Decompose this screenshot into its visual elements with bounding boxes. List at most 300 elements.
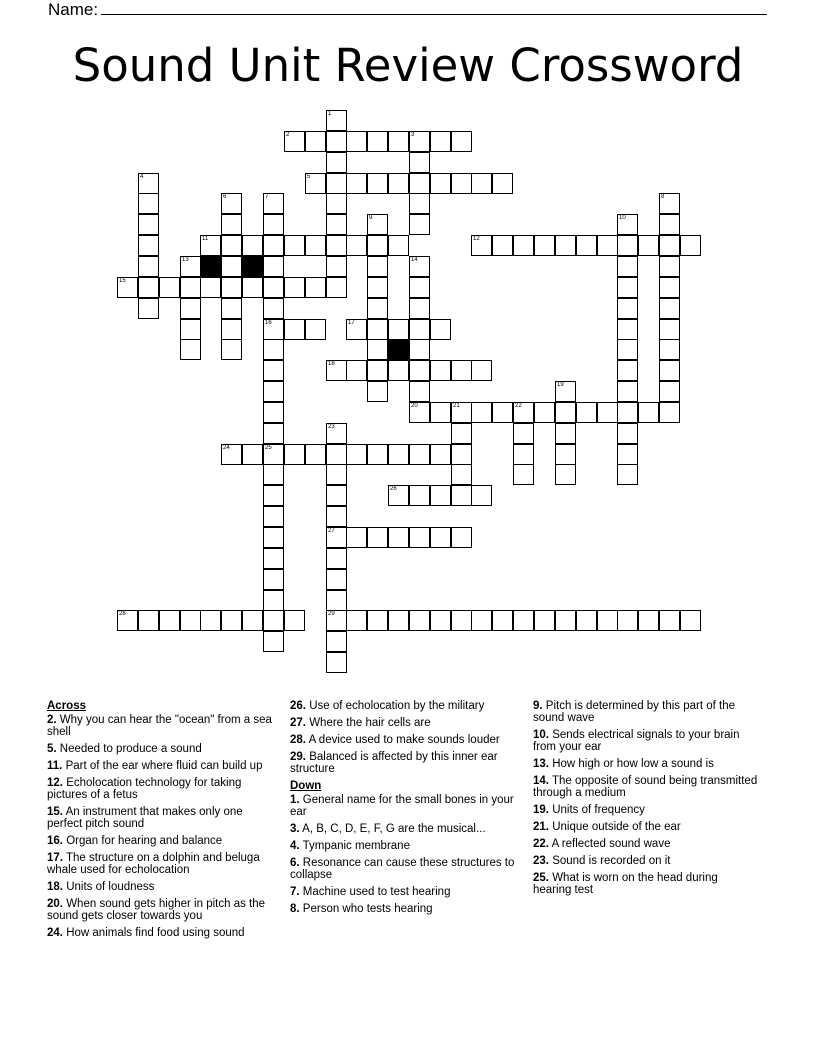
crossword-cell[interactable] xyxy=(659,381,680,402)
crossword-cell[interactable] xyxy=(451,485,472,506)
crossword-cell[interactable] xyxy=(451,610,472,631)
clue-text: Sends electrical signals to your brain from your ear xyxy=(533,729,740,753)
clue-text: How animals find food using sound xyxy=(66,927,245,939)
crossword-cell[interactable] xyxy=(242,235,263,256)
crossword-cell[interactable] xyxy=(638,235,659,256)
crossword-cell[interactable] xyxy=(409,610,430,631)
crossword-cell[interactable] xyxy=(430,131,451,152)
crossword-cell[interactable] xyxy=(659,610,680,631)
clue-number: 25. xyxy=(533,872,549,884)
crossword-cell[interactable] xyxy=(576,402,597,423)
crossword-cell[interactable] xyxy=(409,444,430,465)
crossword-cell[interactable] xyxy=(409,193,430,214)
clue-text: Use of echolocation by the military xyxy=(309,700,485,712)
crossword-cell[interactable] xyxy=(534,235,555,256)
crossword-cell[interactable] xyxy=(367,381,388,402)
clues-column-3 xyxy=(533,700,758,901)
crossword-cell[interactable] xyxy=(471,610,492,631)
crossword-cell[interactable] xyxy=(513,423,534,444)
crossword-cell[interactable] xyxy=(617,214,638,235)
crossword-cell[interactable] xyxy=(367,298,388,319)
crossword-cell[interactable] xyxy=(388,444,409,465)
clue-text: A, B, C, D, E, F, G are the musical... xyxy=(302,823,486,835)
crossword-cell[interactable] xyxy=(430,402,451,423)
crossword-cell[interactable] xyxy=(346,319,367,340)
crossword-cell[interactable] xyxy=(326,631,347,652)
crossword-cell[interactable] xyxy=(388,610,409,631)
clues-column-2 xyxy=(290,700,522,920)
name-label: Name: xyxy=(48,0,99,19)
crossword-cell[interactable] xyxy=(409,214,430,235)
crossword-cell[interactable] xyxy=(367,527,388,548)
crossword-cell[interactable] xyxy=(388,173,409,194)
clue-item xyxy=(47,806,277,830)
crossword-cell[interactable] xyxy=(409,381,430,402)
crossword-cell[interactable] xyxy=(263,485,284,506)
crossword-cell[interactable] xyxy=(346,131,367,152)
crossword-cell[interactable] xyxy=(430,319,451,340)
crossword-cell[interactable] xyxy=(305,131,326,152)
crossword-cell[interactable] xyxy=(138,235,159,256)
crossword-cell[interactable] xyxy=(221,214,242,235)
cell-number: 6 xyxy=(223,194,227,200)
clue-number: 2. xyxy=(47,714,57,726)
crossword-cell[interactable] xyxy=(221,339,242,360)
clue-number: 3. xyxy=(290,823,300,835)
crossword-cell[interactable] xyxy=(346,360,367,381)
crossword-cell[interactable] xyxy=(138,173,159,194)
cell-number: 13 xyxy=(182,257,189,263)
clue-number: 6. xyxy=(290,857,300,869)
crossword-cell[interactable] xyxy=(180,610,201,631)
crossword-cell[interactable] xyxy=(617,256,638,277)
crossword-cell[interactable] xyxy=(367,214,388,235)
crossword-cell[interactable] xyxy=(617,402,638,423)
clue-number: 29. xyxy=(290,751,306,763)
crossword-cell[interactable] xyxy=(263,214,284,235)
clue-item xyxy=(290,857,522,881)
crossword-cell[interactable] xyxy=(263,590,284,611)
cell-number: 21 xyxy=(453,403,460,409)
crossword-cell[interactable] xyxy=(326,464,347,485)
crossword-cell[interactable] xyxy=(284,277,305,298)
crossword-cell[interactable] xyxy=(617,319,638,340)
crossword-cell[interactable] xyxy=(659,360,680,381)
clue-item xyxy=(533,758,758,770)
clue-text: Part of the ear where fluid can build up xyxy=(65,760,263,772)
crossword-cell[interactable] xyxy=(326,173,347,194)
crossword-cell[interactable] xyxy=(617,381,638,402)
crossword-cell[interactable] xyxy=(597,235,618,256)
crossword-cell[interactable] xyxy=(409,360,430,381)
crossword-cell[interactable] xyxy=(263,506,284,527)
crossword-cell[interactable] xyxy=(326,548,347,569)
crossword-cell[interactable] xyxy=(617,610,638,631)
crossword-cell[interactable] xyxy=(263,548,284,569)
clue-item xyxy=(47,835,277,847)
crossword-cell[interactable] xyxy=(471,173,492,194)
clue-item xyxy=(47,714,277,738)
crossword-cell[interactable] xyxy=(555,402,576,423)
clue-item xyxy=(47,760,277,772)
crossword-cell[interactable] xyxy=(367,131,388,152)
clues-column-1 xyxy=(47,700,277,944)
clue-text: How high or how low a sound is xyxy=(552,758,714,770)
crossword-cell[interactable] xyxy=(263,298,284,319)
crossword-cell[interactable] xyxy=(451,131,472,152)
crossword-cell[interactable] xyxy=(659,319,680,340)
crossword-cell[interactable] xyxy=(451,423,472,444)
clue-text: Sound is recorded on it xyxy=(552,855,671,867)
crossword-cell[interactable] xyxy=(513,235,534,256)
crossword-cell[interactable] xyxy=(221,235,242,256)
clue-text: A reflected sound wave xyxy=(551,838,671,850)
cell-number: 9 xyxy=(369,215,373,221)
crossword-cell[interactable] xyxy=(597,610,618,631)
crossword-cell[interactable] xyxy=(117,610,138,631)
crossword-cell[interactable] xyxy=(388,360,409,381)
crossword-cell[interactable] xyxy=(326,131,347,152)
crossword-cell[interactable] xyxy=(326,256,347,277)
crossword-cell[interactable] xyxy=(451,173,472,194)
cell-number: 4 xyxy=(140,174,144,180)
crossword-cell[interactable] xyxy=(263,631,284,652)
crossword-cell[interactable] xyxy=(180,298,201,319)
crossword-cell[interactable] xyxy=(513,444,534,465)
cell-number: 2 xyxy=(286,132,290,138)
crossword-cell[interactable] xyxy=(617,423,638,444)
clue-item xyxy=(533,700,758,724)
crossword-cell[interactable] xyxy=(221,298,242,319)
crossword-cell[interactable] xyxy=(221,277,242,298)
crossword-cell[interactable] xyxy=(221,256,242,277)
clue-number: 13. xyxy=(533,758,549,770)
crossword-cell[interactable] xyxy=(659,193,680,214)
crossword-cell[interactable] xyxy=(221,319,242,340)
crossword-cell[interactable] xyxy=(617,298,638,319)
crossword-cell[interactable] xyxy=(221,444,242,465)
crossword-cell[interactable] xyxy=(263,444,284,465)
crossword-cell[interactable] xyxy=(284,610,305,631)
crossword-cell[interactable] xyxy=(138,193,159,214)
crossword-cell[interactable] xyxy=(409,402,430,423)
crossword-cell[interactable] xyxy=(617,235,638,256)
crossword-cell[interactable] xyxy=(326,569,347,590)
clue-text: Pitch is determined by this part of the sound wave xyxy=(533,700,736,724)
crossword-cell[interactable] xyxy=(284,131,305,152)
crossword-cell[interactable] xyxy=(638,402,659,423)
crossword-cell[interactable] xyxy=(451,402,472,423)
crossword-cell[interactable] xyxy=(326,360,347,381)
crossword-cell[interactable] xyxy=(638,610,659,631)
crossword-cell[interactable] xyxy=(388,319,409,340)
clue-text: A device used to make sounds louder xyxy=(308,734,500,746)
page-title: Sound Unit Review Crossword xyxy=(72,39,744,92)
crossword-cell[interactable] xyxy=(409,256,430,277)
clue-number: 14. xyxy=(533,775,549,787)
crossword-cell[interactable] xyxy=(367,444,388,465)
crossword-cell[interactable] xyxy=(263,235,284,256)
clue-number: 23. xyxy=(533,855,549,867)
cell-number: 14 xyxy=(411,257,418,263)
clue-text: The structure on a dolphin and beluga whale used for echolocation xyxy=(47,852,260,876)
crossword-cell[interactable] xyxy=(430,527,451,548)
crossword-cell[interactable] xyxy=(409,298,430,319)
crossword-cell[interactable] xyxy=(492,235,513,256)
crossword-cell[interactable] xyxy=(451,360,472,381)
crossword-cell[interactable] xyxy=(367,277,388,298)
crossword-cell[interactable] xyxy=(326,152,347,173)
crossword-cell[interactable] xyxy=(367,256,388,277)
crossword-cell[interactable] xyxy=(680,235,701,256)
crossword-cell[interactable] xyxy=(326,652,347,673)
crossword-cell[interactable] xyxy=(367,339,388,360)
crossword-cell[interactable] xyxy=(513,464,534,485)
crossword-cell[interactable] xyxy=(659,214,680,235)
cell-number: 29 xyxy=(328,611,335,617)
crossword-cell[interactable] xyxy=(263,569,284,590)
crossword-cell[interactable] xyxy=(367,610,388,631)
crossword-cell[interactable] xyxy=(263,360,284,381)
clue-text: Unique outside of the ear xyxy=(552,821,681,833)
crossword-cell[interactable] xyxy=(346,444,367,465)
crossword-cell[interactable] xyxy=(263,193,284,214)
clue-text: Units of loudness xyxy=(66,881,155,893)
crossword-cell[interactable] xyxy=(180,256,201,277)
crossword-cell[interactable] xyxy=(617,339,638,360)
crossword-cell[interactable] xyxy=(305,319,326,340)
crossword-cell[interactable] xyxy=(555,235,576,256)
crossword-cell[interactable] xyxy=(409,173,430,194)
crossword-cell[interactable] xyxy=(471,235,492,256)
crossword-cell[interactable] xyxy=(430,485,451,506)
crossword-cell[interactable] xyxy=(326,610,347,631)
crossword-cell[interactable] xyxy=(284,235,305,256)
cell-number: 16 xyxy=(265,320,272,326)
crossword-cell[interactable] xyxy=(263,256,284,277)
crossword-cell[interactable] xyxy=(221,193,242,214)
crossword-cell[interactable] xyxy=(534,610,555,631)
crossword-cell[interactable] xyxy=(409,152,430,173)
crossword-cell[interactable] xyxy=(138,214,159,235)
crossword-cell[interactable] xyxy=(346,173,367,194)
crossword-cell[interactable] xyxy=(555,381,576,402)
crossword-cell[interactable] xyxy=(513,610,534,631)
crossword-cell[interactable] xyxy=(159,610,180,631)
crossword-cell[interactable] xyxy=(367,235,388,256)
cell-number: 18 xyxy=(328,361,335,367)
crossword-black-cell xyxy=(242,256,263,277)
crossword-cell[interactable] xyxy=(430,360,451,381)
crossword-cell[interactable] xyxy=(346,610,367,631)
crossword-cell[interactable] xyxy=(617,277,638,298)
crossword-cell[interactable] xyxy=(326,423,347,444)
clue-item xyxy=(533,855,758,867)
crossword-cell[interactable] xyxy=(471,402,492,423)
crossword-cell[interactable] xyxy=(263,527,284,548)
clue-item xyxy=(290,903,522,915)
crossword-cell[interactable] xyxy=(617,464,638,485)
crossword-cell[interactable] xyxy=(430,610,451,631)
crossword-cell[interactable] xyxy=(388,235,409,256)
crossword-cell[interactable] xyxy=(138,277,159,298)
crossword-cell[interactable] xyxy=(367,173,388,194)
crossword-cell[interactable] xyxy=(263,610,284,631)
cell-number: 27 xyxy=(328,528,335,534)
crossword-cell[interactable] xyxy=(659,402,680,423)
across-heading: Across xyxy=(47,700,86,712)
crossword-cell[interactable] xyxy=(326,277,347,298)
crossword-cell[interactable] xyxy=(451,444,472,465)
crossword-cell[interactable] xyxy=(117,277,138,298)
cell-number: 7 xyxy=(265,194,269,200)
crossword-cell[interactable] xyxy=(388,527,409,548)
clue-text: Person who tests hearing xyxy=(302,903,433,915)
clue-item xyxy=(47,898,277,922)
clue-number: 19. xyxy=(533,804,549,816)
crossword-cell[interactable] xyxy=(263,423,284,444)
clue-item xyxy=(47,881,277,893)
crossword-cell[interactable] xyxy=(451,527,472,548)
clue-number: 22. xyxy=(533,838,549,850)
crossword-cell[interactable] xyxy=(159,277,180,298)
clue-text: Machine used to test hearing xyxy=(302,886,451,898)
crossword-cell[interactable] xyxy=(576,235,597,256)
cell-number: 20 xyxy=(411,403,418,409)
crossword-cell[interactable] xyxy=(326,444,347,465)
crossword-cell[interactable] xyxy=(221,610,242,631)
crossword-cell[interactable] xyxy=(492,402,513,423)
clue-item xyxy=(290,794,522,818)
crossword-cell[interactable] xyxy=(388,485,409,506)
crossword-cell[interactable] xyxy=(346,527,367,548)
crossword-cell[interactable] xyxy=(263,381,284,402)
crossword-cell[interactable] xyxy=(326,590,347,611)
crossword-cell[interactable] xyxy=(659,235,680,256)
clue-item xyxy=(533,821,758,833)
crossword-cell[interactable] xyxy=(367,360,388,381)
crossword-cell[interactable] xyxy=(138,610,159,631)
crossword-cell[interactable] xyxy=(659,298,680,319)
crossword-cell[interactable] xyxy=(284,444,305,465)
crossword-cell[interactable] xyxy=(200,610,221,631)
crossword-cell[interactable] xyxy=(597,402,618,423)
crossword-cell[interactable] xyxy=(409,131,430,152)
crossword-cell[interactable] xyxy=(180,339,201,360)
crossword-cell[interactable] xyxy=(242,610,263,631)
crossword-cell[interactable] xyxy=(659,256,680,277)
crossword-cell[interactable] xyxy=(471,360,492,381)
crossword-cell[interactable] xyxy=(659,277,680,298)
cell-number: 12 xyxy=(473,236,480,242)
crossword-cell[interactable] xyxy=(492,610,513,631)
crossword-cell[interactable] xyxy=(326,235,347,256)
crossword-cell[interactable] xyxy=(409,485,430,506)
cell-number: 1 xyxy=(328,111,332,117)
clue-number: 20. xyxy=(47,898,63,910)
crossword-cell[interactable] xyxy=(513,402,534,423)
clue-item xyxy=(533,729,758,753)
crossword-cell[interactable] xyxy=(200,235,221,256)
clue-number: 7. xyxy=(290,886,300,898)
crossword-cell[interactable] xyxy=(305,235,326,256)
crossword-cell[interactable] xyxy=(138,298,159,319)
clue-number: 8. xyxy=(290,903,300,915)
clue-item xyxy=(533,872,758,896)
crossword-cell[interactable] xyxy=(555,444,576,465)
clue-text: General name for the small bones in your ear xyxy=(290,794,514,818)
crossword-cell[interactable] xyxy=(263,464,284,485)
crossword-cell[interactable] xyxy=(555,423,576,444)
clue-number: 1. xyxy=(290,794,300,806)
crossword-cell[interactable] xyxy=(409,339,430,360)
crossword-cell[interactable] xyxy=(555,610,576,631)
crossword-cell[interactable] xyxy=(367,319,388,340)
crossword-cell[interactable] xyxy=(409,277,430,298)
cell-number: 23 xyxy=(328,424,335,430)
crossword-cell[interactable] xyxy=(305,173,326,194)
crossword-cell[interactable] xyxy=(305,277,326,298)
crossword-cell[interactable] xyxy=(492,173,513,194)
crossword-cell[interactable] xyxy=(555,464,576,485)
crossword-cell[interactable] xyxy=(326,110,347,131)
crossword-cell[interactable] xyxy=(534,402,555,423)
cell-number: 15 xyxy=(119,278,126,284)
crossword-cell[interactable] xyxy=(284,319,305,340)
crossword-cell[interactable] xyxy=(263,319,284,340)
crossword-cell[interactable] xyxy=(242,277,263,298)
crossword-cell[interactable] xyxy=(409,527,430,548)
crossword-cell[interactable] xyxy=(617,444,638,465)
crossword-cell[interactable] xyxy=(576,610,597,631)
crossword-cell[interactable] xyxy=(242,444,263,465)
clue-number: 28. xyxy=(290,734,306,746)
crossword-cell[interactable] xyxy=(138,256,159,277)
crossword-cell[interactable] xyxy=(388,131,409,152)
crossword-cell[interactable] xyxy=(263,277,284,298)
crossword-cell[interactable] xyxy=(326,506,347,527)
crossword-cell[interactable] xyxy=(409,319,430,340)
crossword-cell[interactable] xyxy=(451,464,472,485)
crossword-cell[interactable] xyxy=(180,319,201,340)
crossword-cell[interactable] xyxy=(617,360,638,381)
clue-item xyxy=(533,838,758,850)
crossword-cell[interactable] xyxy=(305,444,326,465)
crossword-cell[interactable] xyxy=(180,277,201,298)
crossword-cell[interactable] xyxy=(200,277,221,298)
crossword-cell[interactable] xyxy=(326,485,347,506)
crossword-cell[interactable] xyxy=(430,444,451,465)
crossword-cell[interactable] xyxy=(326,193,347,214)
clue-number: 17. xyxy=(47,852,63,864)
crossword-cell[interactable] xyxy=(659,339,680,360)
crossword-cell[interactable] xyxy=(430,173,451,194)
crossword-black-cell xyxy=(388,339,409,360)
crossword-cell[interactable] xyxy=(263,402,284,423)
cell-number: 10 xyxy=(619,215,626,221)
clue-text: What is worn on the head during hearing test xyxy=(533,872,718,896)
crossword-cell[interactable] xyxy=(680,610,701,631)
crossword-cell[interactable] xyxy=(326,527,347,548)
crossword-cell[interactable] xyxy=(263,339,284,360)
clue-number: 24. xyxy=(47,927,63,939)
crossword-cell[interactable] xyxy=(471,485,492,506)
clue-number: 15. xyxy=(47,806,63,818)
crossword-cell[interactable] xyxy=(326,214,347,235)
crossword-cell[interactable] xyxy=(346,235,367,256)
clue-number: 27. xyxy=(290,717,306,729)
down-heading: Down xyxy=(290,780,322,792)
